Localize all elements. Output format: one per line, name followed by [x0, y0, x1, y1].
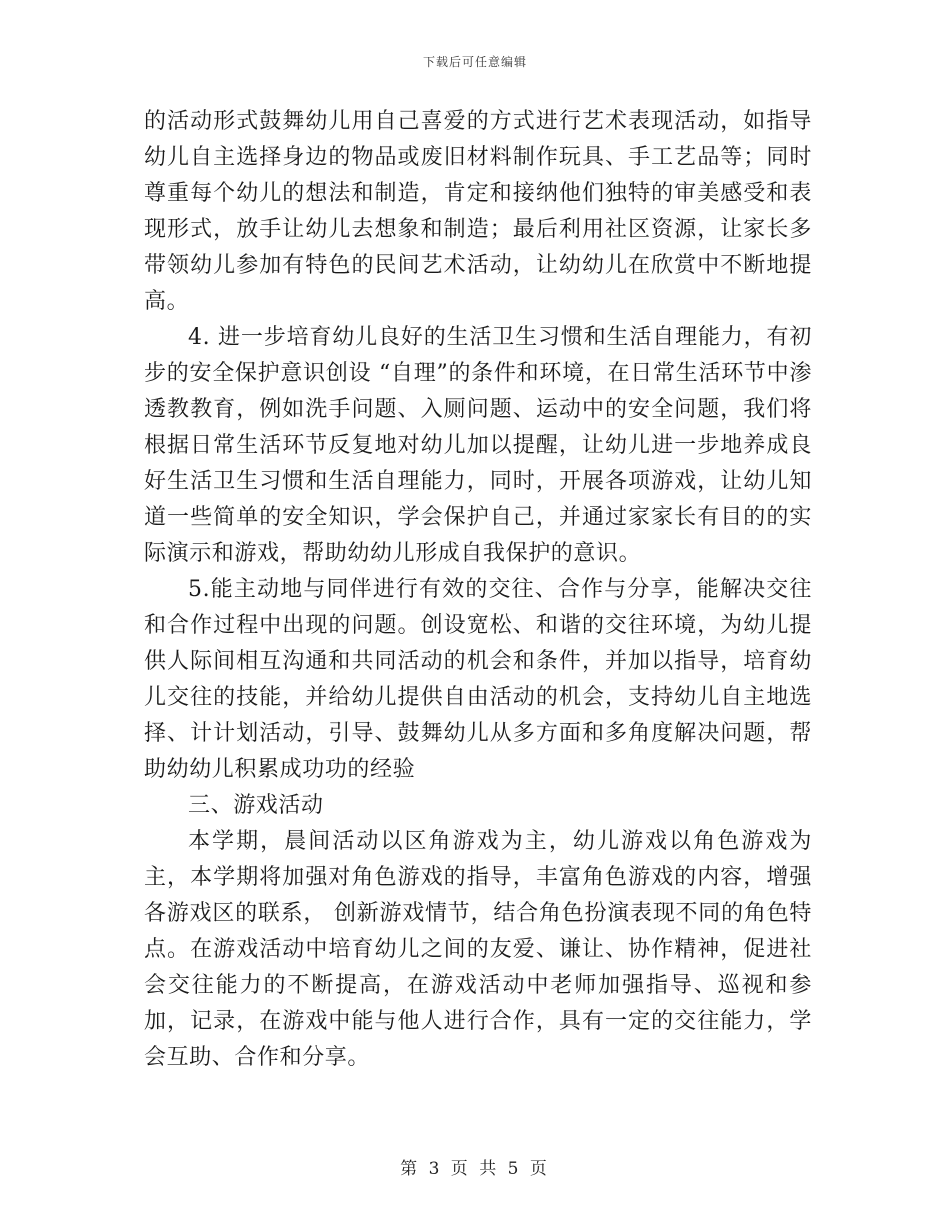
paragraph-self-care-habits: 4. 进一步培育幼儿良好的生活卫生习惯和生活自理能力，有初步的安全保护意识创设 “自理”的条件和环境，在日常生活环节中渗透教教育，例如洗手问题、入厕问题、运动中的安全问题，我们将根据日常生活环节反复地对幼儿加以提醒，让幼儿进一步地养成良好生活卫生习惯和生活自理能力，同时，开展各项游戏，让幼儿知道一些简单的安全知识，学会保护自己，并通过家家长有目的的实际演示和游戏，帮助幼幼儿形成自我保护的意识。: [144, 325, 812, 566]
page-number-footer: 第 3 页 共 5 页: [400, 1159, 550, 1179]
paragraph-game-activities: 本学期，晨间活动以区角游戏为主，幼儿游戏以角色游戏为主，本学期将加强对角色游戏的指导，丰富角色游戏的内容，增强各游戏区的联系， 创新游戏情节，结合角色扮演表现不同的角色特点。在游戏活动中培育幼儿之间的友爱、谦让、协作精神，促进社会交往能力的不断提高，在游戏活动中老师加强指导、巡视和参加，记录，在游戏中能与他人进行合作，具有一定的交往能力，学会互助、合作和分享。: [144, 829, 812, 1070]
section-heading-game-activities: 三、游戏活动: [188, 793, 324, 818]
paragraph-art-activities: 的活动形式鼓舞幼儿用自己喜爱的方式进行艺术表现活动，如指导幼儿自主选择身边的物品或废旧材料制作玩具、手工艺品等；同时尊重每个幼儿的想法和制造，肯定和接纳他们独特的审美感受和表现形式，放手让幼儿去想象和制造；最后利用社区资源，让家长多带领幼儿参加有特色的民间艺术活动，让幼幼儿在欣赏中不断地提高。: [144, 109, 812, 314]
paragraph-social-interaction: 5.能主动地与同伴进行有效的交往、合作与分享，能解决交往和合作过程中出现的问题。创设宽松、和谐的交往环境，为幼儿提供人际间相互沟通和共同活动的机会和条件，并加以指导，培育幼儿交往的技能，并给幼儿提供自由活动的机会，支持幼儿自主地选择、计计划活动，引导、鼓舞幼儿从多方面和多角度解决问题，帮助幼幼儿积累成功功的经验: [144, 577, 812, 782]
document-body: [144, 104, 812, 1076]
page-header: 下载后可任意编辑: [422, 55, 527, 69]
